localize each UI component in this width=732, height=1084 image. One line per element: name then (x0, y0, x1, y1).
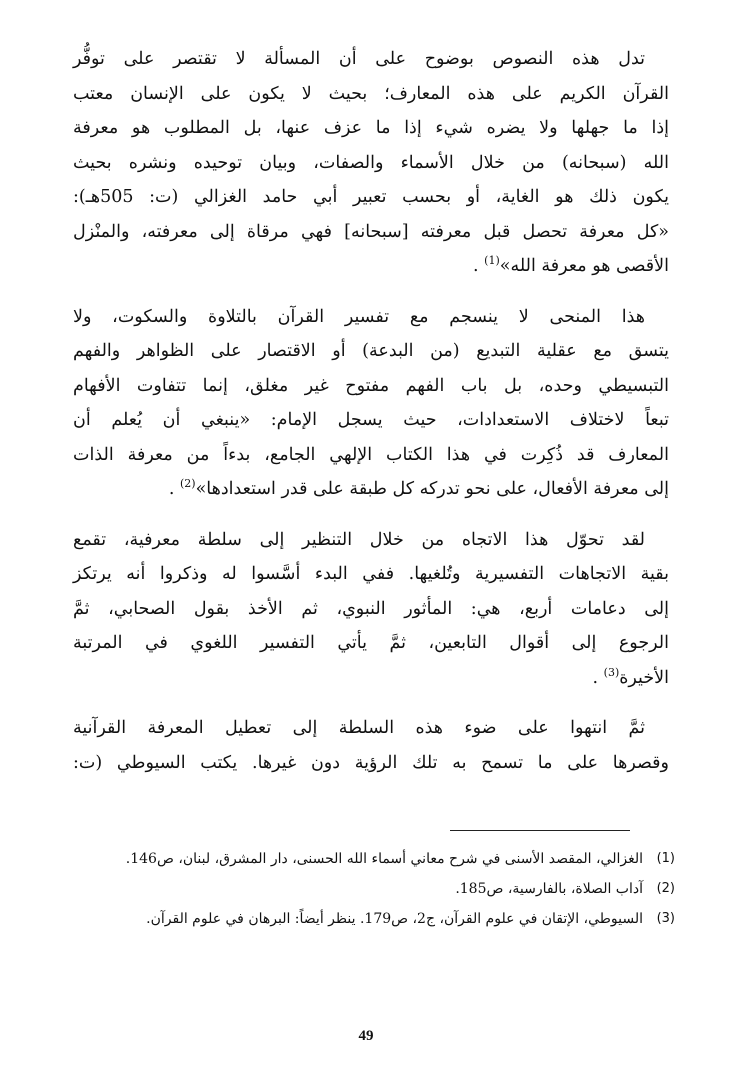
text-line-last (73, 249, 669, 284)
main-text (73, 42, 669, 780)
page-number: 49 (358, 1028, 374, 1044)
footnote-2 (73, 877, 675, 901)
line-tail: . (592, 667, 599, 688)
footnote-text: آداب الصلاة، بالفارسية، ص185. (455, 881, 643, 897)
text-line: يكون ذلك هو الغاية، أو بحسب تعبير أبي حامد الغزالي (ت: 505هـ): (73, 187, 669, 207)
text-line: تبعاً لاختلاف الاستعدادات، حيث يسجل الإمام: «ينبغي أن يُعلم أن (73, 410, 669, 430)
paragraph-4 (73, 711, 669, 780)
text-line: القرآن الكريم على هذه المعارف؛ بحيث لا يكون على الإنسان معتب (73, 83, 669, 104)
text-line: تدل هذه النصوص بوضوح على أن المسألة لا تقتصر على توفُّر (73, 49, 645, 69)
footnote-ref: (1) (484, 254, 500, 268)
paragraph-3 (73, 523, 669, 696)
footnote-text: الغزالي، المقصد الأسنى في شرح معاني أسماء الله الحسنى، دار المشرق، لبنان، ص146. (125, 851, 643, 867)
text-line-content: إلى معرفة الأفعال، على نحو تدركه كل طبقة على قدر استعدادها» (195, 479, 669, 499)
text-line: لقد تحوّل هذا الاتجاه من خلال التنظير إلى سلطة معرفية، تقمع (73, 529, 645, 550)
text-line: التبسيطي وحده، بل باب الفهم مفتوح غير مغلق، إنما تتفاوت الأفهام (73, 375, 669, 396)
text-line: ثمَّ انتهوا على ضوء هذه السلطة إلى تعطيل المعرفة القرآنية (73, 718, 645, 738)
text-line: «كل معرفة تحصل قبل معرفته [سبحانه] فهي مرقاة إلى معرفته، والمنْزل (73, 221, 669, 242)
text-line: هذا المنحى لا ينسجم مع تفسير القرآن بالتلاوة والسكوت، ولا (73, 306, 645, 327)
text-line-content: الأخيرة (619, 667, 669, 688)
text-line: الرجوع إلى أقوال التابعين، ثمَّ يأتي التفسير اللغوي في المرتبة (73, 633, 669, 653)
text-line: إذا ما جهلها ولا يضره شيء إذا ما عزف عنها، بل المطلوب هو معرفة (73, 118, 669, 138)
text-line: الله (سبحانه) من خلال الأسماء والصفات، وبيان توحيده ونشره بحيث (73, 152, 669, 173)
footnote-ref: (2) (179, 477, 196, 491)
text-line: بقية الاتجاهات التفسيرية وتُلغيها. ففي البدء أسَّسوا له وذكروا أنه يرتكز (73, 564, 669, 584)
line-tail: . (473, 256, 479, 276)
paragraph-1 (73, 42, 669, 284)
footnote-1 (73, 847, 675, 871)
text-line: المعارف قد ذُكِرت في هذا الكتاب الإلهي الجامع، بدءاً من معرفة الذات (73, 444, 669, 465)
footnote-number: (2) (656, 881, 675, 896)
text-line: يتسق مع عقلية التبديع (من البدعة) أو الاقتصار على الظواهر والفهم (73, 341, 669, 361)
footnote-3 (73, 907, 675, 931)
footnote-number: (1) (656, 851, 675, 866)
footnote-separator (450, 830, 630, 831)
paragraph-2 (73, 300, 669, 507)
text-line-last (73, 472, 669, 507)
text-line: وقصرها على ما تسمح به تلك الرؤية دون غيرها. يكتب السيوطي (ت: (73, 752, 669, 773)
footnote-text: السيوطي، الإتقان في علوم القرآن، ج2، ص179. ينظر أيضاً: البرهان في علوم القرآن. (146, 911, 643, 927)
text-line-last (73, 661, 669, 696)
text-line: إلى دعامات أربع، هي: المأثور النبوي، ثم الأخذ بقول الصحابي، ثمَّ (73, 598, 669, 619)
footnotes (73, 847, 675, 937)
text-line-content: الأقصى هو معرفة الله» (499, 256, 669, 276)
footnote-number: (3) (656, 911, 675, 926)
footnote-ref: (3) (603, 665, 620, 679)
line-tail: . (168, 479, 175, 499)
